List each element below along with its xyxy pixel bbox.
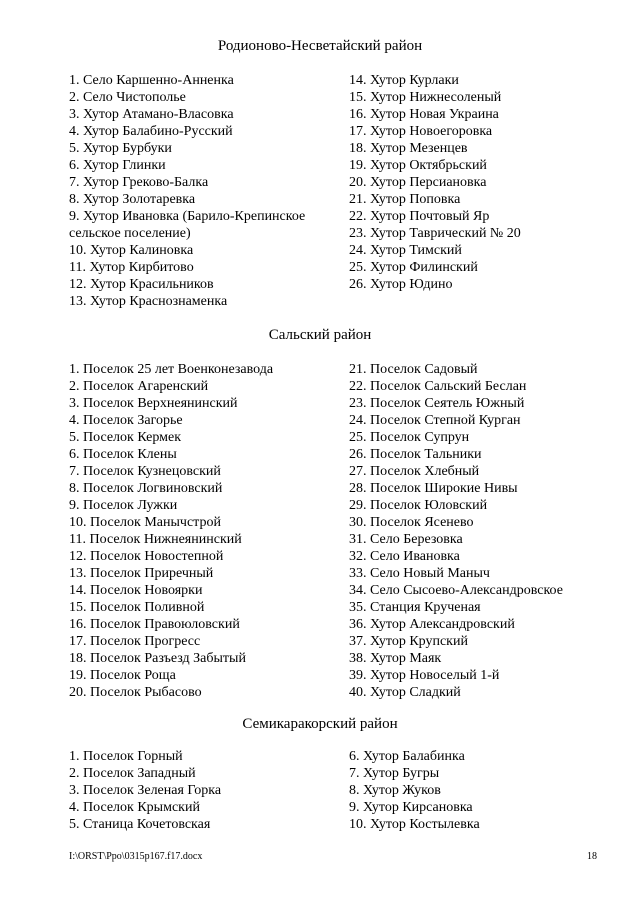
list-item: 16. Поселок Правоюловский xyxy=(69,617,240,632)
list-item: 40. Хутор Сладкий xyxy=(349,685,461,700)
right-column xyxy=(349,748,619,833)
left-column xyxy=(69,72,341,310)
list-item: 26. Поселок Тальники xyxy=(349,447,482,462)
list-item: 31. Село Березовка xyxy=(349,532,463,547)
list-item: 12. Поселок Новостепной xyxy=(69,549,224,564)
list-item: 14. Поселок Новоярки xyxy=(69,583,203,598)
left-column xyxy=(69,361,341,701)
right-column xyxy=(349,72,619,293)
list-item: 7. Хутор Греково-Балка xyxy=(69,175,209,190)
section-salsky xyxy=(0,327,640,344)
list-item: 10. Хутор Костылевка xyxy=(349,817,480,832)
list-item: 22. Поселок Сальский Беслан xyxy=(349,379,527,394)
list-item: 9. Хутор Ивановка (Барило-Крепинское сельское поселение) xyxy=(69,209,306,241)
list-item: 30. Поселок Ясенево xyxy=(349,515,474,530)
list-item: 18. Хутор Мезенцев xyxy=(349,141,468,156)
list-item: 5. Хутор Бурбуки xyxy=(69,141,172,156)
list-item: 21. Поселок Садовый xyxy=(349,362,478,377)
list-item: 33. Село Новый Маныч xyxy=(349,566,490,581)
list-item: 6. Хутор Балабинка xyxy=(349,749,465,764)
list-item: 4. Поселок Загорье xyxy=(69,413,183,428)
left-column xyxy=(69,748,341,833)
list-item: 17. Хутор Новоегоровка xyxy=(349,124,493,139)
list-item: 10. Хутор Калиновка xyxy=(69,243,194,258)
right-column xyxy=(349,361,619,701)
list-item: 25. Поселок Супрун xyxy=(349,430,470,445)
list-item: 24. Поселок Степной Курган xyxy=(349,413,521,428)
list-item: 20. Поселок Рыбасово xyxy=(69,685,202,700)
list-item: 2. Поселок Западный xyxy=(69,766,196,781)
list-item: 38. Хутор Маяк xyxy=(349,651,442,666)
list-item: 14. Хутор Курлаки xyxy=(349,73,459,88)
list-item: 23. Хутор Таврический № 20 xyxy=(349,226,521,241)
list-item: 7. Хутор Бугры xyxy=(349,766,440,781)
list-item: 36. Хутор Александровский xyxy=(349,617,515,632)
list-item: 19. Хутор Октябрьский xyxy=(349,158,487,173)
list-item: 11. Хутор Кирбитово xyxy=(69,260,194,275)
list-item: 16. Хутор Новая Украина xyxy=(349,107,499,122)
list-item: 4. Поселок Крымский xyxy=(69,800,200,815)
list-item: 9. Поселок Лужки xyxy=(69,498,178,513)
list-item: 4. Хутор Балабино-Русский xyxy=(69,124,233,139)
section-title: Родионово-Несветайский район xyxy=(217,38,423,54)
list-item: 25. Хутор Филинский xyxy=(349,260,478,275)
list-item: 11. Поселок Нижнеянинский xyxy=(69,532,242,547)
list-item: 17. Поселок Прогресс xyxy=(69,634,201,649)
section-rodionovo-nesvetaysky xyxy=(0,38,640,55)
list-item: 3. Поселок Верхнеянинский xyxy=(69,396,238,411)
list-item: 5. Поселок Кермек xyxy=(69,430,182,445)
list-item: 2. Село Чистополье xyxy=(69,90,186,105)
section-title: Сальский район xyxy=(268,327,372,343)
list-item: 15. Поселок Поливной xyxy=(69,600,205,615)
list-item: 21. Хутор Поповка xyxy=(349,192,461,207)
list-item: 22. Хутор Почтовый Яр xyxy=(349,209,490,224)
list-item: 3. Поселок Зеленая Горка xyxy=(69,783,222,798)
list-item: 10. Поселок Манычстрой xyxy=(69,515,221,530)
list-item: 18. Поселок Разъезд Забытый xyxy=(69,651,246,666)
list-item: 12. Хутор Красильников xyxy=(69,277,214,292)
list-item: 13. Поселок Приречный xyxy=(69,566,214,581)
list-item: 2. Поселок Агаренский xyxy=(69,379,209,394)
section-title: Семикаракорский район xyxy=(242,716,398,732)
list-item: 37. Хутор Крупский xyxy=(349,634,468,649)
list-item: 8. Хутор Золотаревка xyxy=(69,192,196,207)
page-number: 18 xyxy=(587,851,597,862)
list-item: 1. Поселок 25 лет Военконезавода xyxy=(69,362,274,377)
list-item: 29. Поселок Юловский xyxy=(349,498,488,513)
list-item: 19. Поселок Роща xyxy=(69,668,176,683)
list-item: 20. Хутор Персиановка xyxy=(349,175,487,190)
list-item: 35. Станция Крученая xyxy=(349,600,481,615)
list-item: 6. Хутор Глинки xyxy=(69,158,166,173)
list-item: 23. Поселок Сеятель Южный xyxy=(349,396,525,411)
list-item: 26. Хутор Юдино xyxy=(349,277,453,292)
list-item: 32. Село Ивановка xyxy=(349,549,460,564)
list-item: 28. Поселок Широкие Нивы xyxy=(349,481,518,496)
list-item: 27. Поселок Хлебный xyxy=(349,464,480,479)
section-semikarakorsky xyxy=(0,716,640,733)
list-item: 5. Станица Кочетовская xyxy=(69,817,211,832)
list-item: 8. Хутор Жуков xyxy=(349,783,441,798)
list-item: 39. Хутор Новоселый 1-й xyxy=(349,668,500,683)
list-item: 15. Хутор Нижнесоленый xyxy=(349,90,502,105)
list-item: 7. Поселок Кузнецовский xyxy=(69,464,221,479)
footer-file-path: I:\ORST\Ppo\0315p167.f17.docx xyxy=(69,851,203,862)
list-item: 1. Поселок Горный xyxy=(69,749,183,764)
list-item: 6. Поселок Клены xyxy=(69,447,177,462)
list-item: 9. Хутор Кирсановка xyxy=(349,800,473,815)
list-item: 3. Хутор Атамано-Власовка xyxy=(69,107,234,122)
list-item: 13. Хутор Краснознаменка xyxy=(69,294,228,309)
list-item: 8. Поселок Логвиновский xyxy=(69,481,223,496)
list-item: 34. Село Сысоево-Александровское xyxy=(349,583,563,598)
list-item: 24. Хутор Тимский xyxy=(349,243,462,258)
list-item: 1. Село Каршенно-Анненка xyxy=(69,73,234,88)
